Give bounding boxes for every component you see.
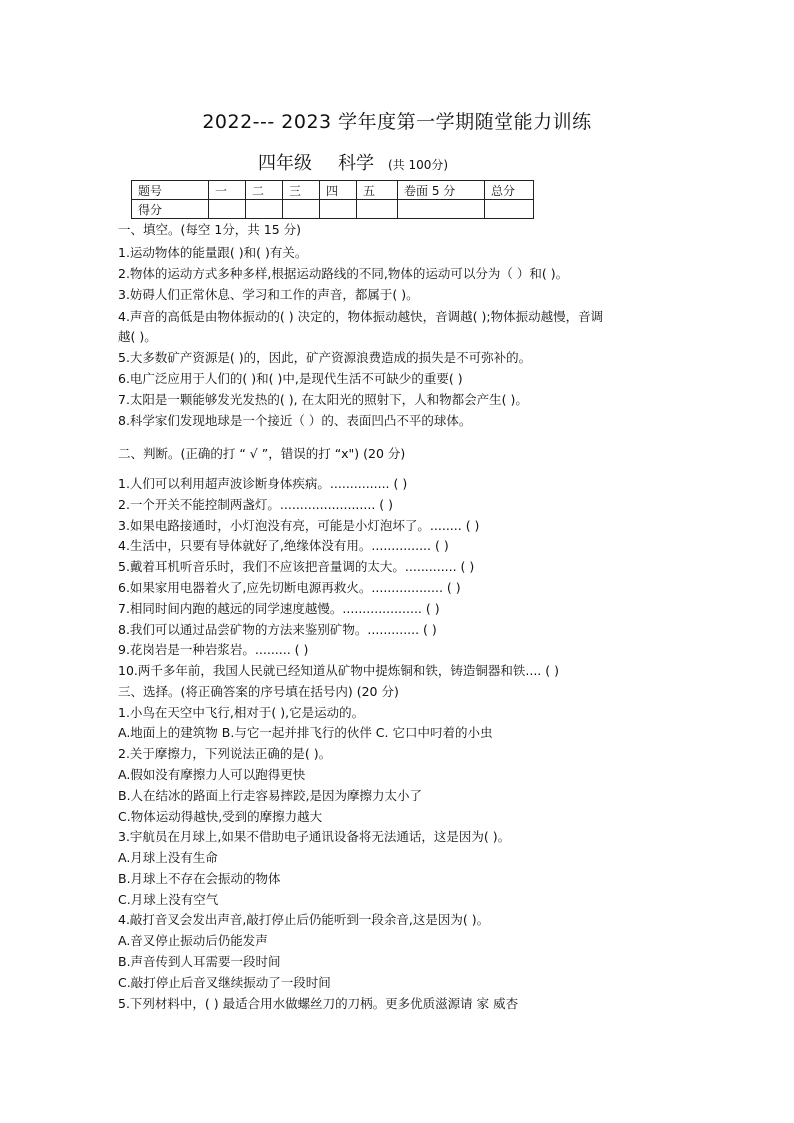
score-header-cell: 二 (246, 181, 283, 200)
score-cell[interactable] (283, 200, 320, 219)
section-heading-multiple-choice: 三、选择。(将正确答案的序号填在括号内) (20 分) (118, 684, 399, 699)
question-line: 7.相同时间内跑的越远的同学速度越慢。.................... ( ) (118, 601, 440, 616)
score-table (131, 180, 534, 219)
question-line: 2.一个开关不能控制两盏灯。........................ ( ) (118, 497, 393, 512)
grade-label: 四年级 (258, 153, 312, 174)
score-cell[interactable] (357, 200, 398, 219)
question-line: 9.花岗岩是一种岩浆岩。......... ( ) (118, 642, 309, 657)
score-header-cell: 题号 (132, 181, 209, 200)
question-line: 6.如果家用电器着火了,应先切断电源再救火。.................. ( ) (118, 580, 461, 595)
option-line: B.月球上不存在会振动的物体 (118, 871, 281, 886)
score-table-header-row (132, 181, 534, 200)
question-line: 5.下列材料中，( ) 最适合用水做螺丝刀的刀柄。更多优质滋源请 家 威杏 (118, 996, 519, 1011)
score-row-label: 得分 (132, 200, 209, 219)
option-line: B.声音传到人耳需要一段时间 (118, 954, 281, 969)
question-line: 10.两千多年前，我国人民就已经知道从矿物中提炼铜和铁，铸造铜器和铁.... ( ) (118, 663, 559, 678)
option-line: A.假如没有摩擦力人可以跑得更快 (118, 767, 306, 782)
exam-subtitle (258, 149, 448, 175)
section-heading-true-false: 二、判断。(正确的打 “ √ ”，错误的打 “x") (20 分) (118, 446, 406, 461)
score-header-cell: 三 (283, 181, 320, 200)
score-table-score-row (132, 200, 534, 219)
total-score-note: (共 100分) (388, 158, 449, 172)
option-line: B.人在结冰的路面上行走容易摔跤,是因为摩擦力太小了 (118, 788, 423, 803)
score-cell[interactable] (246, 200, 283, 219)
score-header-cell: 四 (320, 181, 357, 200)
question-line: 2.关于摩擦力，下列说法正确的是( )。 (118, 746, 332, 761)
score-header-cell: 卷面 5 分 (398, 181, 485, 200)
option-line: C.敲打停止后音叉继续振动了一段时间 (118, 975, 331, 990)
option-line: A.地面上的建筑物 B.与它一起并排飞行的伙伴 C. 它口中叼着的小虫 (118, 725, 493, 740)
question-line: 7.太阳是一颗能够发光发热的( ), 在太阳光的照射下，人和物都会产生( )。 (118, 392, 528, 407)
question-line: 1.运动物体的能量跟( )和( )有关。 (118, 245, 308, 260)
subject-label: 科学 (338, 153, 374, 174)
question-line: 4.敲打音叉会发出声音,敲打停止后仍能听到一段余音,这是因为( )。 (118, 912, 490, 927)
question-line: 6.电广泛应用于人们的( )和( )中,是现代生活不可缺少的重要( ) (118, 371, 463, 386)
question-line: 1.小鸟在天空中飞行,相对于( ),它是运动的。 (118, 705, 365, 720)
question-line: 越( )。 (118, 329, 157, 344)
question-line: 1.人们可以利用超声波诊断身体疾病。............... ( ) (118, 476, 408, 491)
option-line: C.物体运动得越快,受到的摩擦力越大 (118, 809, 323, 824)
score-cell[interactable] (209, 200, 246, 219)
option-line: A.月球上没有生命 (118, 850, 218, 865)
question-line: 5.戴着耳机听音乐时，我们不应该把音量调的太大。............. ( ) (118, 559, 475, 574)
question-line: 2.物体的运动方式多种多样,根据运动路线的不同,物体的运动可以分为（ ）和( )。 (118, 266, 569, 281)
option-line: C.月球上没有空气 (118, 892, 219, 907)
section-heading-fill-in: 一、填空。(每空 1分，共 15 分) (118, 222, 302, 237)
option-line: A.音叉停止振动后仍能发声 (118, 933, 268, 948)
score-header-cell: 总分 (485, 181, 534, 200)
question-line: 4.声音的高低是由物体振动的( ) 决定的，物体振动越快，音调越( );物体振动越慢，音调 (118, 309, 604, 324)
question-line: 5.大多数矿产资源是( )的，因此，矿产资源浪费造成的损失是不可弥补的。 (118, 350, 532, 365)
score-cell[interactable] (398, 200, 485, 219)
exam-title: 2022--- 2023 学年度第一学期随堂能力训练 (202, 111, 592, 133)
question-line: 3.如果电路接通时，小灯泡没有亮，可能是小灯泡坏了。........ ( ) (118, 518, 480, 533)
question-line: 3.宇航员在月球上,如果不借助电子通讯设备将无法通话，这是因为( )。 (118, 829, 511, 844)
question-line: 8.科学家们发现地球是一个接近（ ）的、表面凹凸不平的球体。 (118, 413, 472, 428)
score-cell[interactable] (320, 200, 357, 219)
score-cell[interactable] (485, 200, 534, 219)
question-line: 4.生活中，只要有导体就好了,绝缘体没有用。............... ( ) (118, 538, 449, 553)
question-line: 3.妨碍人们正常休息、学习和工作的声音，都属于( )。 (118, 287, 419, 302)
score-header-cell: 五 (357, 181, 398, 200)
score-header-cell: 一 (209, 181, 246, 200)
question-line: 8.我们可以通过品尝矿物的方法来鉴别矿物。............. ( ) (118, 622, 437, 637)
